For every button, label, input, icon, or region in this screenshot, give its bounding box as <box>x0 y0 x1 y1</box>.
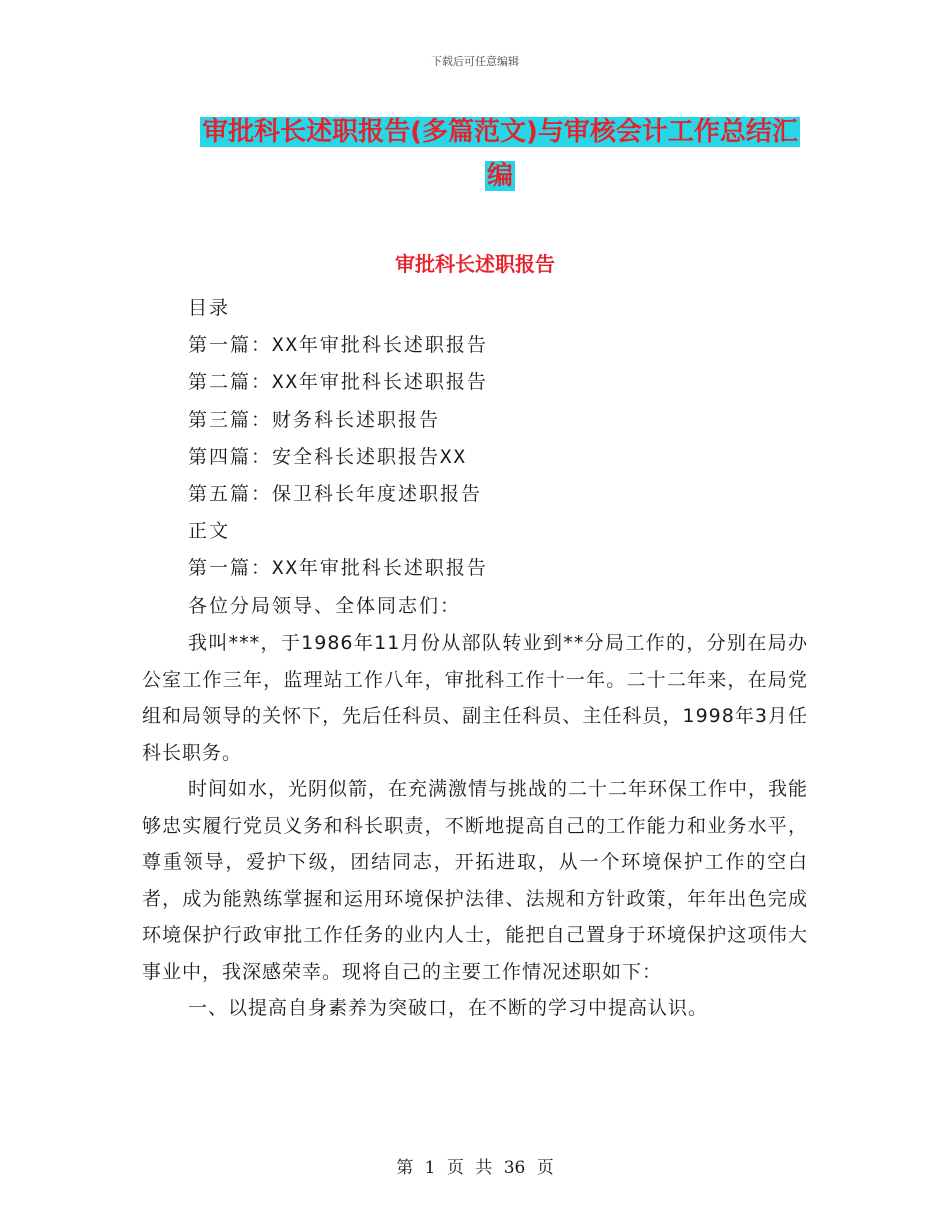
main-title-line-1: 审批科长述职报告(多篇范文)与审核会计工作总结汇 <box>202 117 798 147</box>
toc-heading: 目录 <box>188 297 231 319</box>
main-title <box>150 110 850 198</box>
main-title-line-2: 编 <box>486 161 513 191</box>
section-title: 审批科长述职报告 <box>395 252 555 276</box>
page-footer: 第 1 页 共 36 页 <box>396 1158 554 1178</box>
paragraph: 我叫***，于1986年11月份从部队转业到**分局工作的，分别在局办公室工作三年，监理站工作八年，审批科工作十一年。二十二年来，在局党组和局领导的关怀下，先后任科员、副主任科员、主任科员，1998年3月任科长职务。 <box>142 632 808 764</box>
toc-item: 第一篇：XX年审批科长述职报告 <box>188 334 488 357</box>
toc-item: 第四篇：安全科长述职报告XX <box>188 445 467 468</box>
body-heading: 正文 <box>188 520 231 543</box>
table-of-contents <box>188 290 808 625</box>
paragraph: 时间如水，光阴似箭，在充满激情与挑战的二十二年环保工作中，我能够忠实履行党员义务和科长职责，不断地提高自己的工作能力和业务水平，尊重领导，爱护下级，团结同志，开拓进取，从一个环境保护工作的空白者，成为能熟练掌握和运用环境保护法律、法规和方针政策，年年出色完成环境保护行政审批工作任务的业内人士，能把自己置身于环境保护这项伟大事业中，我深感荣幸。现将自己的主要工作情况述职如下： <box>142 778 809 983</box>
header-note: 下载后可任意编辑 <box>431 55 519 68</box>
first-article-heading: 第一篇：XX年审批科长述职报告 <box>188 557 488 580</box>
toc-item: 第二篇：XX年审批科长述职报告 <box>188 371 488 394</box>
toc-item: 第三篇：财务科长述职报告 <box>188 408 441 431</box>
greeting: 各位分局领导、全体同志们： <box>188 594 462 617</box>
body-text <box>142 625 808 1027</box>
toc-item: 第五篇：保卫科长年度述职报告 <box>188 483 483 506</box>
paragraph: 一、以提高自身素养为突破口，在不断的学习中提高认识。 <box>188 997 709 1019</box>
